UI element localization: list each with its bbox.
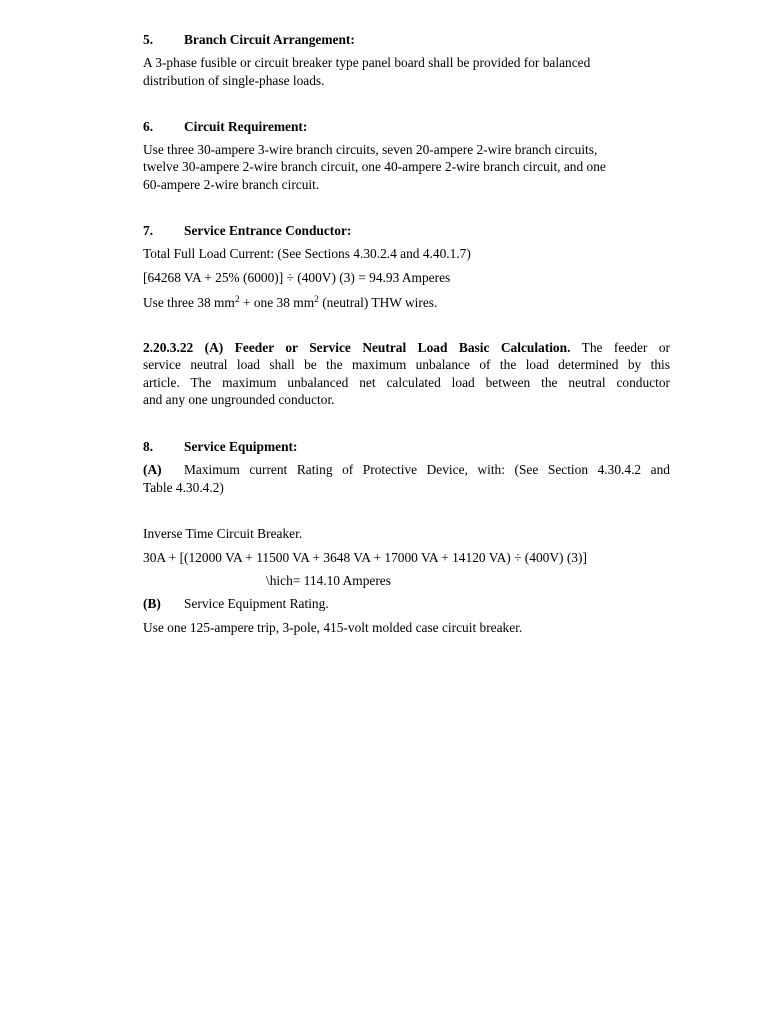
subsection-b-line: (B) Service Equipment Rating. — [143, 596, 329, 611]
subsection-a-label: (A) — [143, 462, 162, 477]
section-7-heading: 7. Service Entrance Conductor: — [143, 223, 352, 238]
article-line-4: and any one ungrounded conductor. — [143, 392, 335, 407]
article-line-3: article. The maximum unbalanced net calculated load between the neutral conductor — [143, 375, 670, 390]
section-6-heading: 6. Circuit Requirement: — [143, 119, 308, 134]
article-title: 2.20.3.22 (A) Feeder or Service Neutral Load Basic Calculation. — [143, 340, 571, 355]
subsection-b-label: (B) — [143, 596, 161, 611]
breaker-result: \hich= 114.10 Amperes — [266, 573, 391, 588]
subsection-a-line-2: Table 4.30.4.2) — [143, 480, 224, 495]
subsection-a-line-1: (A) Maximum current Rating of Protective Device, with: (See Section 4.30.4.2 and — [143, 462, 670, 477]
article-line-1: 2.20.3.22 (A) Feeder or Service Neutral Load Basic Calculation. The feeder or — [143, 340, 670, 355]
section-5-heading: 5. Branch Circuit Arrangement: — [143, 32, 355, 47]
section-6-line-1: Use three 30-ampere 3-wire branch circuits, seven 20-ampere 2-wire branch circuits, — [143, 142, 598, 157]
inverse-time-breaker-line: Inverse Time Circuit Breaker. — [143, 526, 303, 541]
breaker-formula: 30A + [(12000 VA + 11500 VA + 3648 VA + 17000 VA + 14120 VA) ÷ (400V) (3)] — [143, 550, 587, 565]
breaker-selection-line: Use one 125-ampere trip, 3-pole, 415-volt molded case circuit breaker. — [143, 620, 523, 635]
section-5-line-1: A 3-phase fusible or circuit breaker type panel board shall be provided for balanced — [143, 55, 591, 70]
article-line-2: service neutral load shall be the maximum unbalance of the load determined by this — [143, 357, 670, 372]
section-8-heading: 8. Service Equipment: — [143, 439, 298, 454]
total-load-current-line: Total Full Load Current: (See Sections 4.30.2.4 and 4.40.1.7) — [143, 246, 471, 261]
conductor-formula: [64268 VA + 25% (6000)] ÷ (400V) (3) = 94.93 Amperes — [143, 270, 451, 285]
section-6-line-3: 60-ampere 2-wire branch circuit. — [143, 177, 320, 192]
section-6-line-2: twelve 30-ampere 2-wire branch circuit, one 40-ampere 2-wire branch circuit, and one — [143, 159, 606, 174]
conductor-wires-line: Use three 38 $mm^2$ + one 38 $mm^2$ (neutral) THW wires. — [143, 295, 438, 310]
section-5-line-2: distribution of single-phase loads. — [143, 73, 325, 88]
